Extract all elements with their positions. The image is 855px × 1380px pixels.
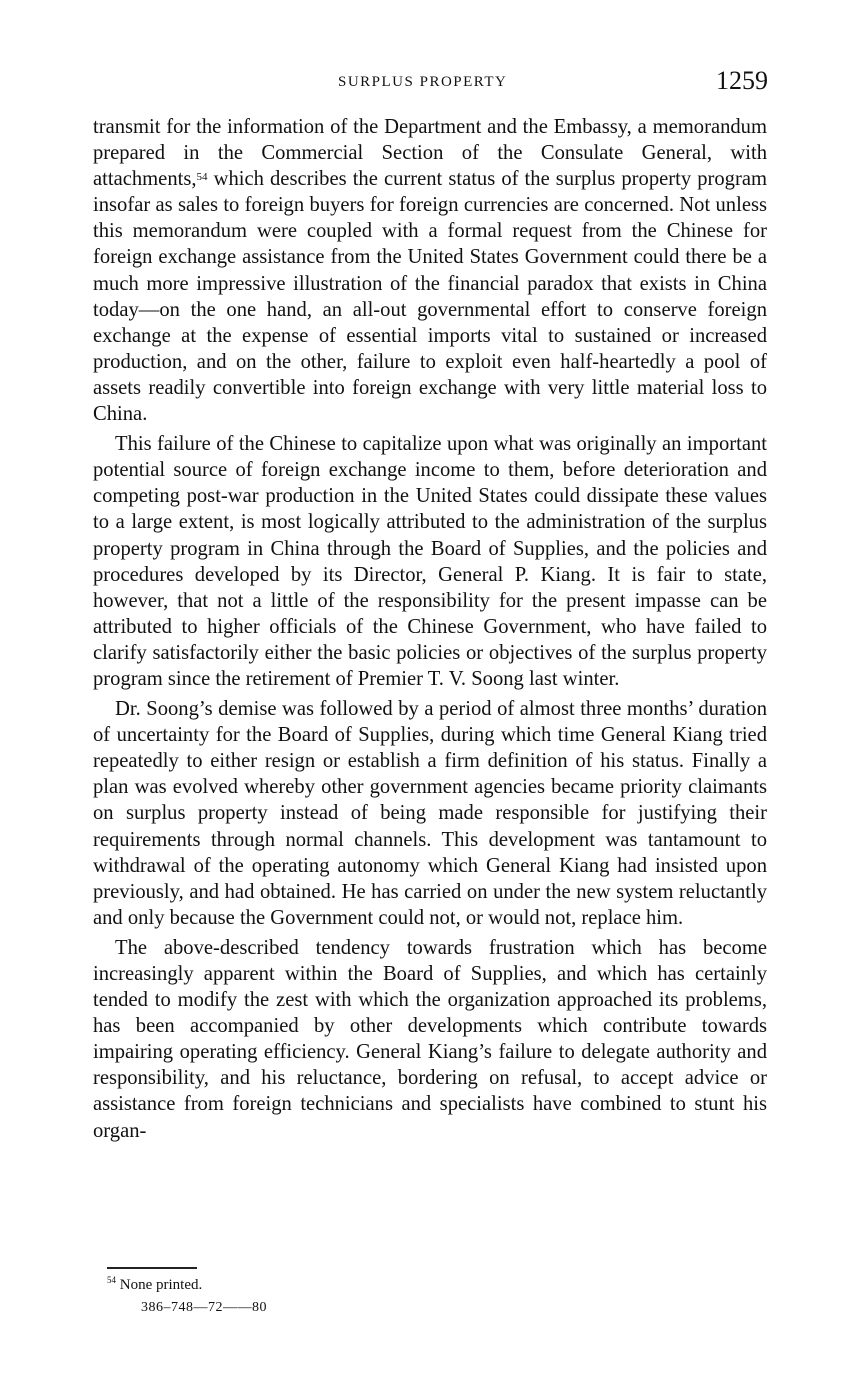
running-title: SURPLUS PROPERTY — [338, 74, 508, 90]
paragraph-text: transmit for the information of the Department and the Embassy, a memorandum prepared in the Commercial Section of the Consulate General, with attachments, — [93, 116, 767, 191]
paragraph: This failure of the Chinese to capitalize upon what was originally an important potential source of foreign exchange income to them, before deterioration and competing post-war production in the United States could dissipate these values to a large extent, is most logically attributed to the administration of the surplus property program in China through the Board of Supplies, and the policies and procedures developed by its Director, General P. Kiang. It is fair to state, however, that not a little of the responsibility for the present impasse can be attributed to higher officials of the Chinese Government, who have failed to clarify satisfactorily either the basic policies or objectives of the surplus property program since the retirement of Premier T. V. Soong last winter. — [93, 433, 767, 690]
print-code: 386–748—72——80 — [141, 1300, 267, 1315]
paragraph: The above-described tendency towards frustration which has become increasingly apparent within the Board of Supplies, and which has certainly tended to modify the zest with which the organization approached its problems, has been accompanied by other developments which contribute towards impairing operating efficiency. General Kiang’s failure to delegate authority and responsibility, and his reluctance, bordering on refusal, to accept advice or assistance from foreign technicians and specialists have combined to stunt his organ- — [93, 936, 767, 1142]
footnote-reference: 54 — [196, 171, 208, 184]
footnote-divider — [107, 1267, 197, 1269]
paragraph-text: which describes the current status of the surplus property program insofar as sales to foreign buyers for foreign currencies are concerned. Not unless this memorandum were coupled with a formal request from the Chinese for foreign exchange assistance from the United States Government could there be a much more impressive illustration of the financial paradox that exists in China today—on the one hand, an all-out governmental effort to conserve foreign exchange at the expense of essential imports vital to sustained or increased production, and on the other, failure to exploit even half-heartedly a pool of assets readily convertible into foreign exchange with very little material loss to China. — [93, 168, 767, 426]
paragraph — [93, 114, 767, 427]
footnote-text: None printed. — [116, 1277, 203, 1293]
paragraph: Dr. Soong’s demise was followed by a period of almost three months’ duration of uncertainty for the Board of Supplies, during which time General Kiang tried repeatedly to either resign or establish a firm definition of his status. Finally a plan was evolved whereby other government agencies became priority claimants on surplus property instead of being made responsible for justifying their requirements through normal channels. This development was tantamount to withdrawal of the operating autonomy which General Kiang had insisted upon previously, and had obtained. He has carried on under the new system reluctantly and only because the Government could not, or would not, replace him. — [93, 698, 767, 929]
footnote-marker: 54 — [107, 1275, 116, 1285]
page-header — [0, 66, 855, 98]
page-number: 1259 — [716, 66, 768, 95]
footnote — [107, 1277, 202, 1294]
body-text — [93, 114, 767, 1148]
